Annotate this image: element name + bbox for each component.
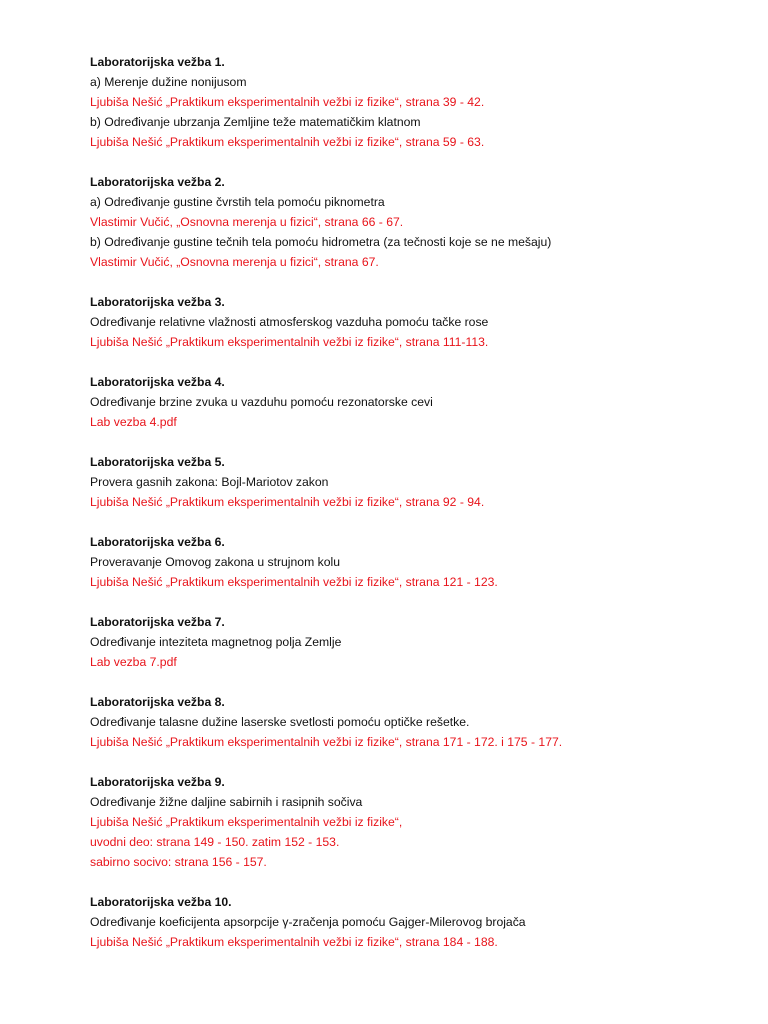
lab-exercise-8 [90, 692, 750, 752]
exercise-title: Laboratorijska vežba 6. [90, 535, 225, 549]
task-line: Provera gasnih zakona: Bojl-Mariotov zakon [90, 475, 329, 489]
exercise-title: Laboratorijska vežba 2. [90, 175, 225, 189]
lab-exercise-4 [90, 372, 750, 432]
task-line: Proveravanje Omovog zakona u strujnom kolu [90, 555, 340, 569]
reference-line: Vlastimir Vučić, „Osnovna merenja u fizici“, strana 66 - 67. [90, 215, 404, 229]
task-line: a) Merenje dužine nonijusom [90, 75, 247, 89]
reference-line: Ljubiša Nešić „Praktikum eksperimentalnih vežbi iz fizike“, strana 92 - 94. [90, 495, 485, 509]
reference-line: Ljubiša Nešić „Praktikum eksperimentalnih vežbi iz fizike“, [90, 815, 403, 829]
task-line: Određivanje brzine zvuka u vazduhu pomoću rezonatorske cevi [90, 395, 433, 409]
lab-exercise-10 [90, 892, 750, 952]
task-line: Određivanje koeficijenta apsorpcije γ-zračenja pomoću Gajger-Milerovog brojača [90, 915, 526, 929]
exercise-title: Laboratorijska vežba 7. [90, 615, 225, 629]
reference-line: Ljubiša Nešić „Praktikum eksperimentalnih vežbi iz fizike“, strana 184 - 188. [90, 935, 498, 949]
reference-line: Ljubiša Nešić „Praktikum eksperimentalnih vežbi iz fizike“, strana 111-113. [90, 335, 489, 349]
task-line: Određivanje intezitеta magnetnog polja Zemlje [90, 635, 342, 649]
exercise-title: Laboratorijska vežba 10. [90, 895, 232, 909]
exercise-title: Laboratorijska vežba 1. [90, 55, 225, 69]
reference-line: Ljubiša Nešić „Praktikum eksperimentalnih vežbi iz fizike“, strana 39 - 42. [90, 95, 485, 109]
reference-line: uvodni deo: strana 149 - 150. zatim 152 - 153. [90, 835, 340, 849]
task-line: a) Određivanje gustine čvrstih tela pomoću piknometra [90, 195, 385, 209]
lab-exercise-1 [90, 52, 750, 152]
reference-line: Ljubiša Nešić „Praktikum eksperimentalnih vežbi iz fizike“, strana 121 - 123. [90, 575, 498, 589]
reference-line: Ljubiša Nešić „Praktikum eksperimentalnih vežbi iz fizike“, strana 59 - 63. [90, 135, 485, 149]
lab-exercise-3 [90, 292, 750, 352]
task-line: b) Određivanje ubrzanja Zemljine teže matematičkim klatnom [90, 115, 421, 129]
task-line: b) Određivanje gustine tečnih tela pomoću hidrometra (za tečnosti koje se ne mešaju) [90, 235, 552, 249]
exercise-title: Laboratorijska vežba 4. [90, 375, 225, 389]
document-page [90, 52, 750, 972]
exercise-title: Laboratorijska vežba 5. [90, 455, 225, 469]
lab-exercise-9 [90, 772, 750, 872]
task-line: Određivanje talasne dužine laserske svetlosti pomoću optičke rešetke. [90, 715, 470, 729]
lab-exercise-2 [90, 172, 750, 272]
reference-line: Vlastimir Vučić, „Osnovna merenja u fizici“, strana 67. [90, 255, 379, 269]
task-line: Određivanje žižne daljine sabirnih i rasipnih sočiva [90, 795, 363, 809]
lab-exercise-6 [90, 532, 750, 592]
exercise-title: Laboratorijska vežba 8. [90, 695, 225, 709]
reference-line: sabirno socivo: strana 156 - 157. [90, 855, 267, 869]
exercise-title: Laboratorijska vežba 3. [90, 295, 225, 309]
exercise-title: Laboratorijska vežba 9. [90, 775, 225, 789]
reference-line: Ljubiša Nešić „Praktikum eksperimentalnih vežbi iz fizike“, strana 171 - 172. i 175 - 177. [90, 735, 563, 749]
lab-exercise-5 [90, 452, 750, 512]
task-line: Određivanje relativne vlažnosti atmosferskog vazduha pomoću tačke rose [90, 315, 489, 329]
pdf-link[interactable]: Lab vezba 7.pdf [90, 655, 177, 669]
lab-exercise-7 [90, 612, 750, 672]
pdf-link[interactable]: Lab vezba 4.pdf [90, 415, 177, 429]
